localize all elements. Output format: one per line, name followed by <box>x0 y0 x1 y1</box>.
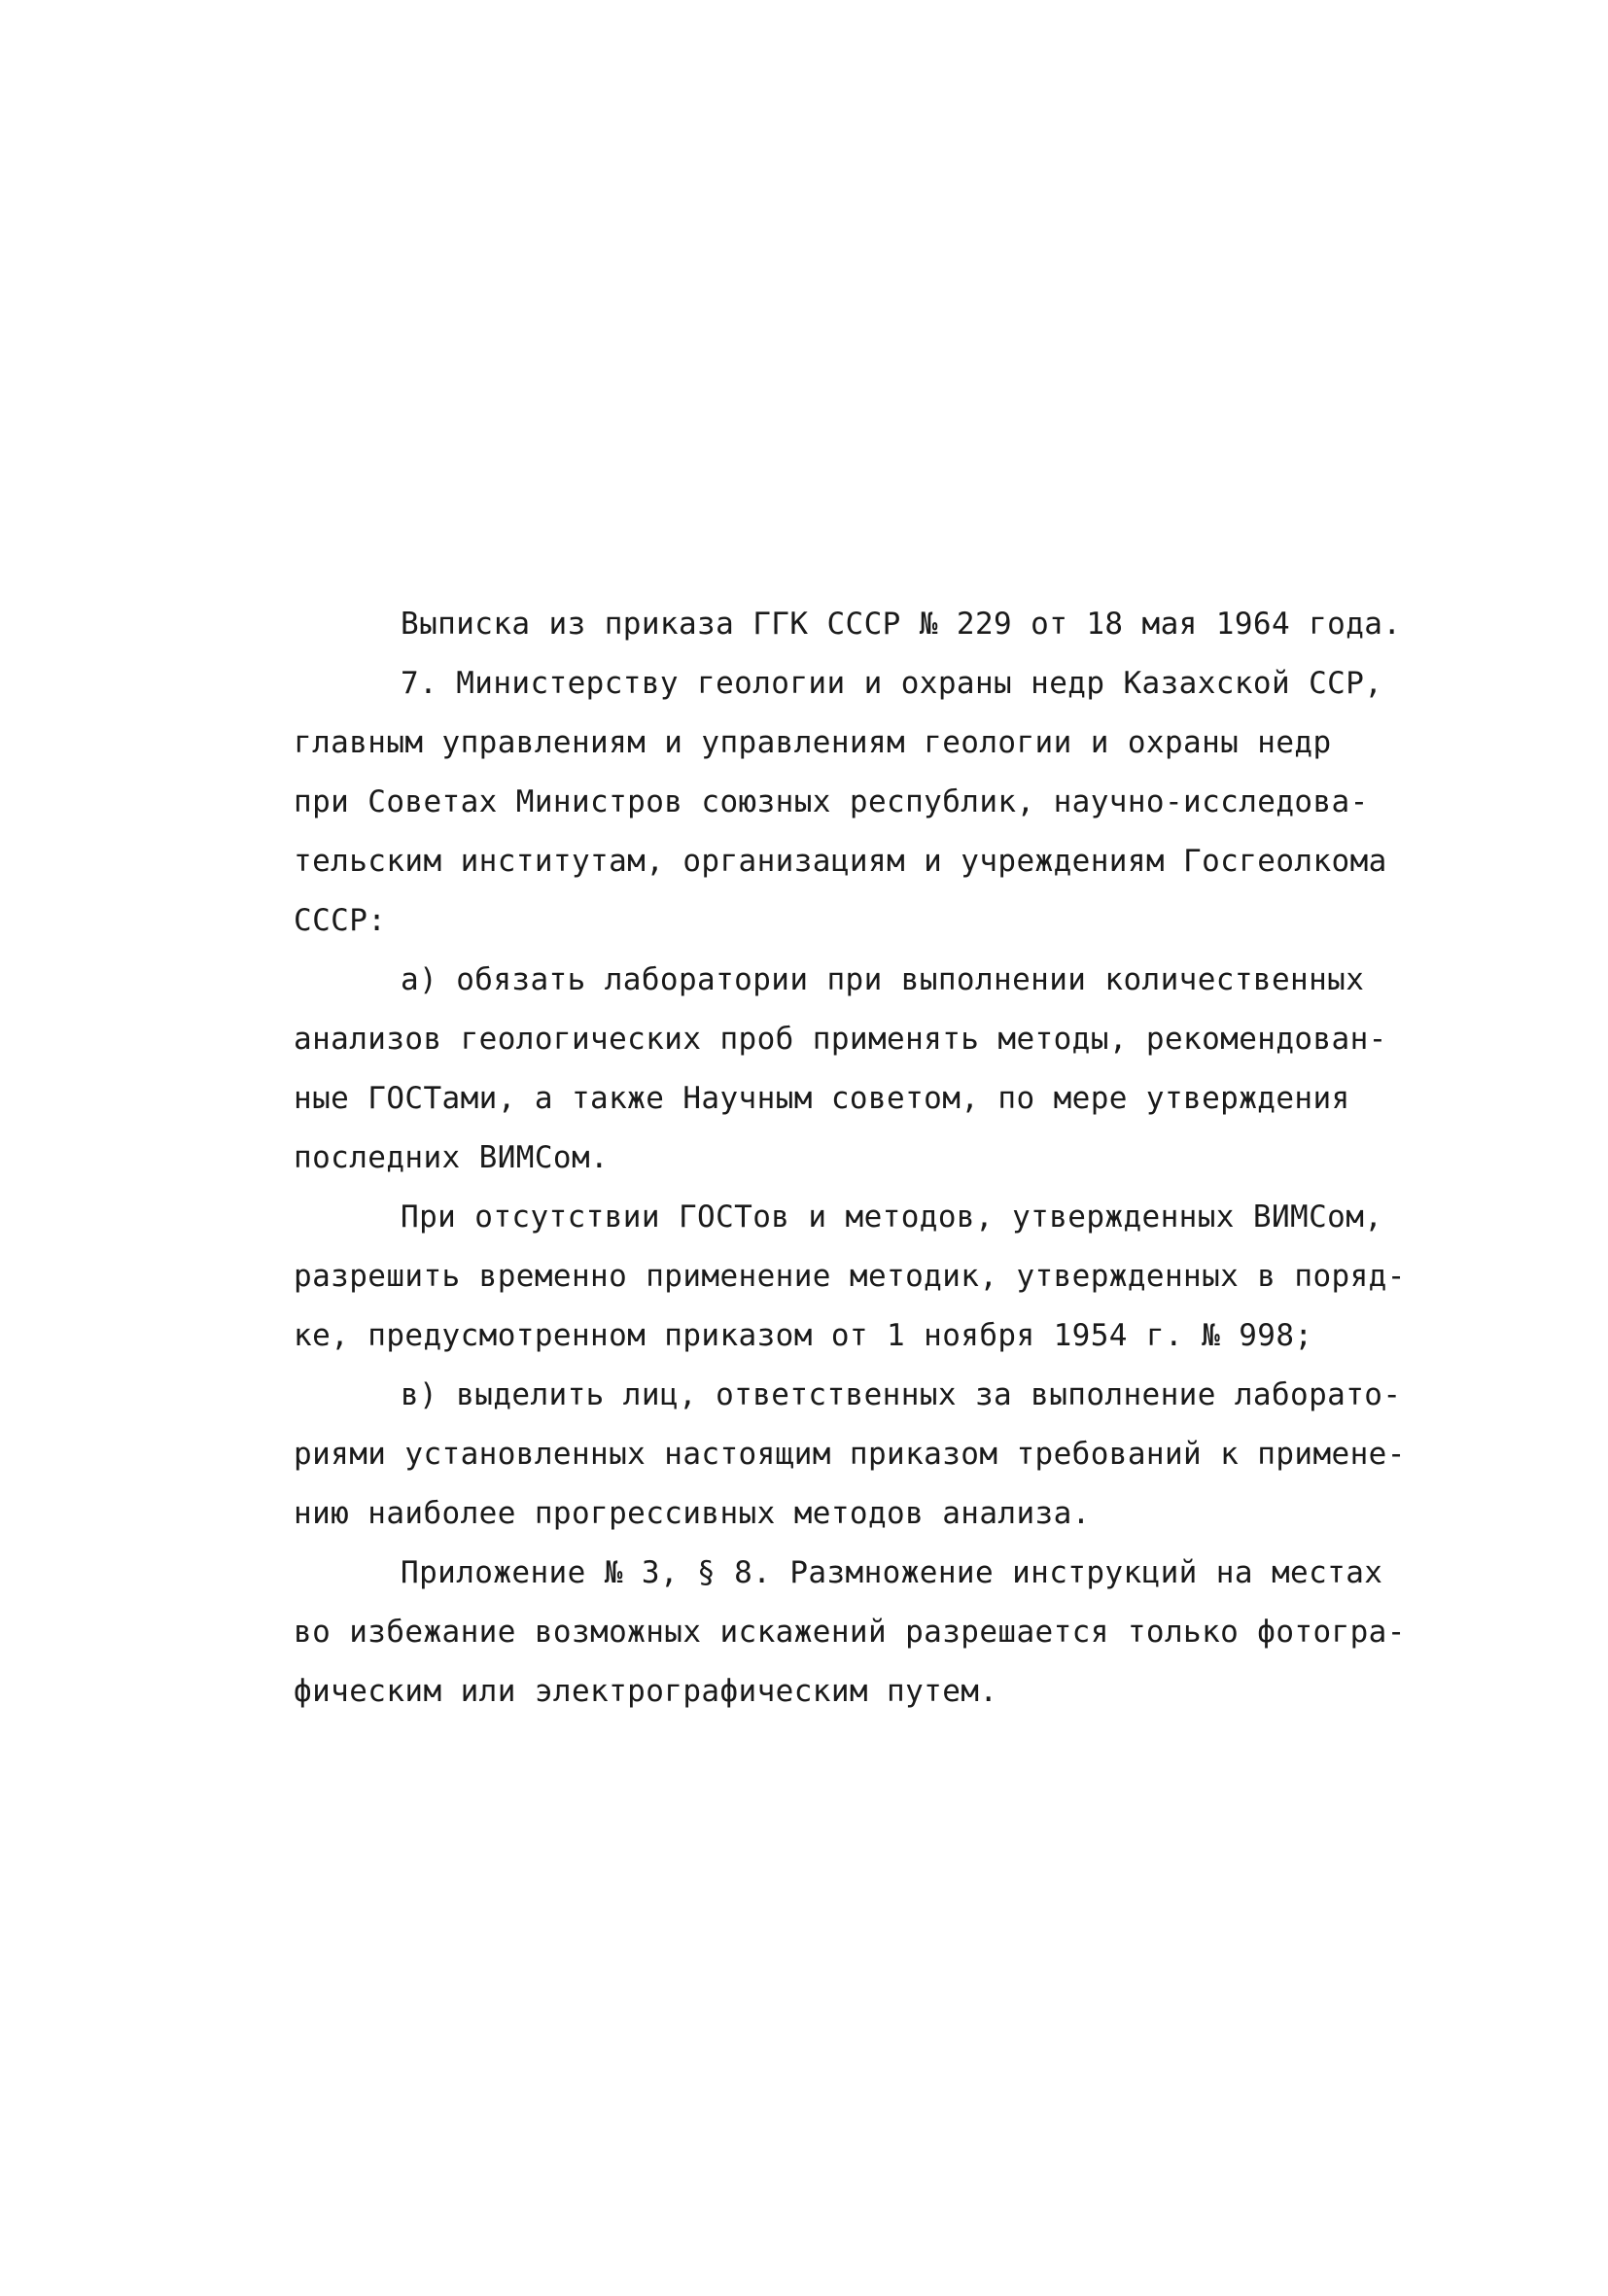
text-line: в) выделить лиц, ответственных за выполнение лаборато- <box>401 1377 1402 1412</box>
paragraph-3 <box>294 1188 1406 1366</box>
text-line: При отсутствии ГОСТов и методов, утвержденных ВИМСом, <box>401 1200 1383 1235</box>
document-text <box>294 595 1406 1722</box>
paragraph-5 <box>294 1544 1406 1722</box>
text-line: нию наиболее прогрессивных методов анализа. <box>294 1496 1091 1531</box>
text-line: 7. Министерству геологии и охраны недр Казахской ССР, <box>401 666 1383 701</box>
text-line: во избежание возможных искажений разрешается только фотогра- <box>294 1615 1406 1650</box>
text-line: ные ГОСТами, а также Научным советом, по мере утверждения <box>294 1081 1350 1116</box>
text-line: Приложение № 3, § 8. Размножение инструкций на местах <box>401 1555 1383 1590</box>
text-line: фическим или электрографическим путем. <box>294 1674 998 1709</box>
document-heading: Выписка из приказа ГГК СССР № 229 от 18 мая 1964 года. <box>401 607 1402 642</box>
text-line: ке, предусмотренном приказом от 1 ноября 1954 г. № 998; <box>294 1318 1313 1353</box>
paragraph-2 <box>294 951 1387 1188</box>
text-line: последних ВИМСом. <box>294 1140 610 1175</box>
text-line: риями установленных настоящим приказом требований к примене- <box>294 1437 1406 1472</box>
text-line: тельским институтам, организациям и учреждениям Госгеолкома <box>294 844 1387 879</box>
text-line: СССР: <box>294 903 387 938</box>
paragraph-1 <box>294 654 1387 951</box>
paragraph-4 <box>294 1366 1406 1544</box>
text-line: при Советах Министров союзных республик, научно-исследова- <box>294 784 1369 819</box>
text-line: анализов геологических проб применять методы, рекомендован- <box>294 1022 1387 1057</box>
text-line: главным управлениям и управлениям геологии и охраны недр <box>294 725 1332 760</box>
text-line: разрешить временно применение методик, утвержденных в поряд- <box>294 1259 1406 1294</box>
text-line: а) обязать лаборатории при выполнении количественных <box>401 962 1365 997</box>
